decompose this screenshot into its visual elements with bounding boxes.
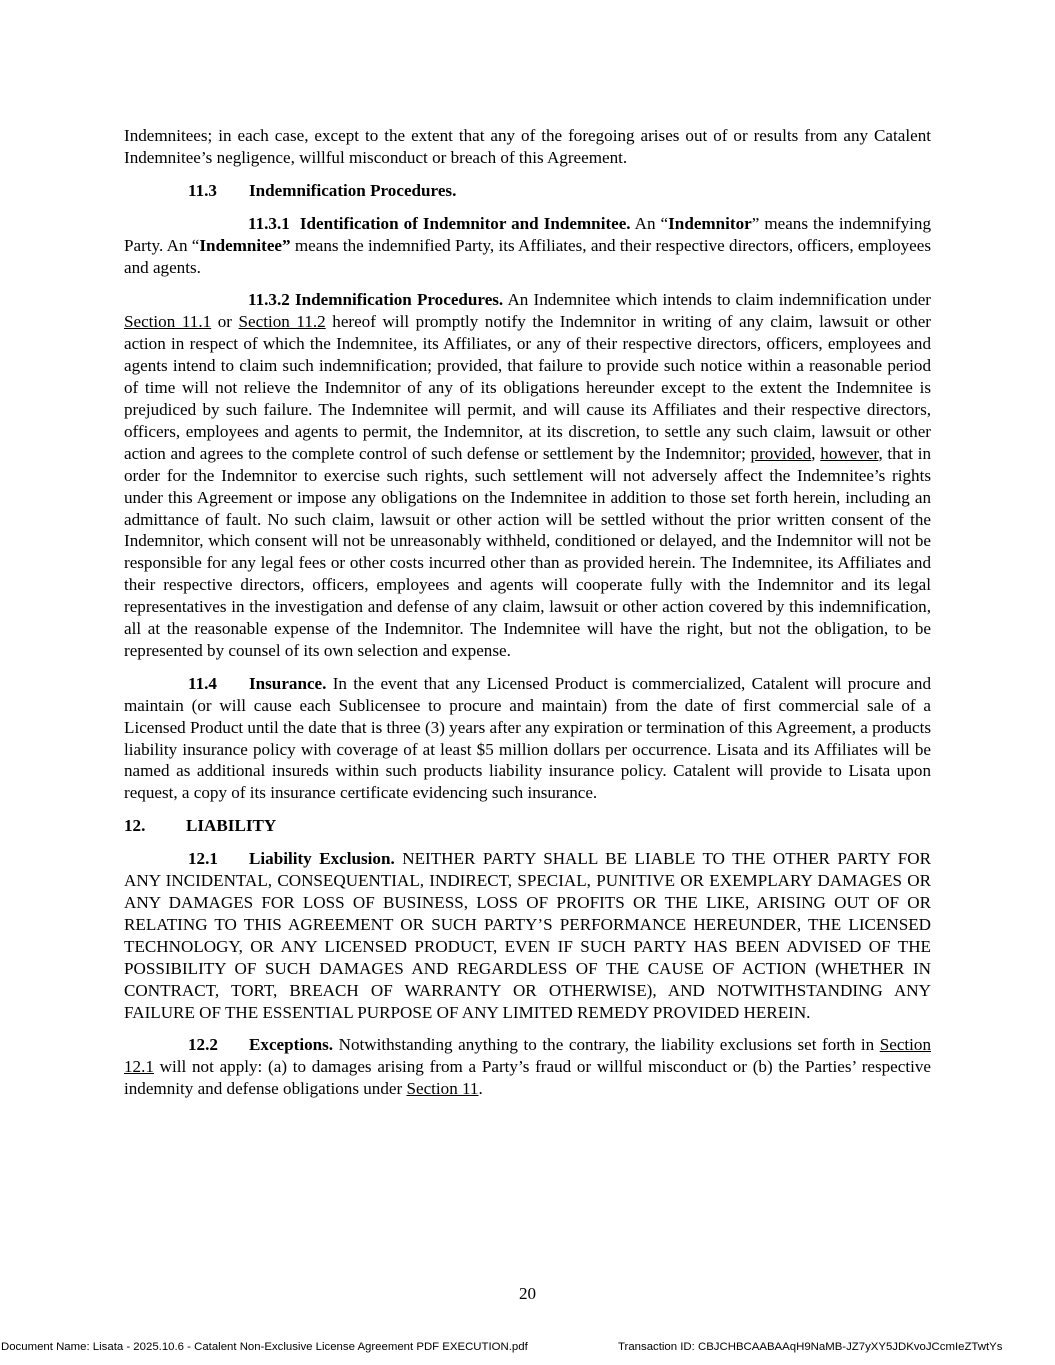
underlined-term: however [820,443,879,463]
section-reference-link[interactable]: Section 11.2 [238,312,326,332]
section-reference-link[interactable]: Section 11.1 [124,312,212,332]
body-text: An “ [630,213,669,233]
section-title: Insurance. [249,673,327,693]
body-text: hereof will promptly notify the Indemnitor in writing of any claim, lawsuit or other action in respect of which the Indemnitee, its Affiliates, or any of their respective directors, officers, employees and agents intend to claim such indemnification; provided, that failure to provide such notice within a reasonable period of time will not relieve the Indemnitor of any of its obligations hereunder except to the extent the Indemnitee is prejudiced by such failure. The Indemnitee will permit, and will cause its Affiliates and their respective directors, officers, employees and agents to permit, the Indemnitor, at its discretion, to settle any such claim, lawsuit or other action and agrees to the complete control of such defense or settlement by the Indemnitor; [124,312,931,463]
body-text: , that in order for the Indemnitor to exercise such rights, such settlement will not adversely affect the Indemnitee’s rights under this Agreement or impose any obligations on the Indemnitee in addition to those set forth herein, including an admittance of fault. No such claim, lawsuit or other action will be settled without the prior written consent of the Indemnitor, which consent will not be unreasonably withheld, conditioned or delayed, and the Indemnitor will not be responsible for any legal fees or other costs incurred other than as provided herein. The Indemnitee, its Affiliates and their respective directors, officers, employees and agents will cooperate fully with the Indemnitor and its legal representatives in the investigation and defense of any claim, lawsuit or other action covered by this indemnification, all at the reasonable expense of the Indemnitor. The Indemnitee will have the right, but not the obligation, to be represented by counsel of its own selection and expense. [124,443,932,660]
section-title: Indemnification Procedures. [249,180,457,200]
section-title: Indemnification Procedures. [294,290,504,310]
page-body [124,125,931,1111]
body-text: In the event that any Licensed Product is commercialized, Catalent will procure and maintain (or will cause each Sublicensee to procure and maintain) from the date of first commercial sale of a Licensed Product until the date that is three (3) years after any expiration or termination of this Agreement, a products liability insurance policy with coverage of at least $5 million dollars per occurrence. Lisata and its Affiliates will be named as additional insureds within such products liability insurance policy. Catalent will provide to Lisata upon request, a copy of its insurance certificate evidencing such insurance. [124,673,931,803]
body-text: ” means the indemnifying Party. An “ [124,213,932,255]
body-text: NEITHER PARTY SHALL BE LIABLE TO THE OTHER PARTY FOR ANY INCIDENTAL, CONSEQUENTIAL, INDIRECT, SPECIAL, PUNITIVE OR EXEMPLARY DAMAGES OR ANY DAMAGES FOR LOSS OF BUSINESS, LOSS OF PROFITS OR THE LIKE, ARISING OUT OF OR RELATING TO THIS AGREEMENT OR SUCH PARTY’S PERFORMANCE HEREUNDER, THE LICENSED TECHNOLOGY, OR ANY LICENSED PRODUCT, EVEN IF SUCH PARTY HAS BEEN ADVISED OF THE POSSIBILITY OF SUCH DAMAGES AND REGARDLESS OF THE CAUSE OF ACTION (WHETHER IN CONTRACT, TORT, BREACH OF WARRANTY OR OTHERWISE), AND NOTWITHSTANDING ANY FAILURE OF THE ESSENTIAL PURPOSE OF ANY LIMITED REMEDY PROVIDED HEREIN. [124,849,931,1022]
section-title: Liability Exclusion. [249,849,395,869]
section-title: Identification of Indemnitor and Indemnitee. [299,213,631,233]
section-number: 12.2 [188,1035,218,1055]
section-title: LIABILITY [186,816,277,836]
section-number: 12.1 [188,849,218,869]
section-number: 11.3 [188,180,217,200]
section-reference-link[interactable]: Section 11 [406,1079,479,1099]
body-text: means the indemnified Party, its Affiliates, and their respective directors, officers, employees and agents. [124,235,932,277]
body-text: , [811,443,821,463]
body-text: Notwithstanding anything to the contrary, the liability exclusions set forth in [333,1035,880,1055]
section-12-2-paragraph [124,1034,931,1100]
footer-transaction-id: Transaction ID: CBJCHBCAABAAqH9NaMB-JZ7yXY5JDKvoJCcmIeZTwtYs [618,1341,1003,1353]
underlined-term: provided [750,443,812,463]
section-number: 11.4 [188,673,217,693]
body-text: An Indemnitee which intends to claim indemnification under [503,290,931,310]
section-number: 11.3.2 [248,290,290,310]
defined-term: Indemnitor [668,213,752,233]
continuation-paragraph: Indemnitees; in each case, except to the extent that any of the foregoing arises out of or results from any Catalent Indemnitee’s negligence, willful misconduct or breach of this Agreement. [124,126,931,167]
section-title: Exceptions. [249,1035,334,1055]
defined-term: Indemnitee” [199,235,291,255]
footer-document-name: Document Name: Lisata - 2025.10.6 - Catalent Non-Exclusive License Agreement PDF EXECUTION.pdf [1,1341,528,1353]
section-11-3-heading [124,180,931,202]
section-11-4-paragraph [124,673,931,804]
page-number: 20 [518,1284,537,1303]
body-text: or [211,312,239,332]
section-11-3-1-paragraph [124,213,931,279]
section-12-1-paragraph [124,848,931,1023]
section-11-3-2-paragraph [124,289,931,661]
section-reference-link[interactable]: Section 12.1 [124,1035,931,1077]
body-text: will not apply: (a) to damages arising from a Party’s fraud or willful misconduct or (b) the Parties’ respective indemnity and defense obligations under [124,1057,931,1099]
section-number: 12. [124,816,146,836]
section-12-heading [124,815,931,837]
section-number: 11.3.1 [248,213,290,233]
body-text: . [478,1079,483,1099]
